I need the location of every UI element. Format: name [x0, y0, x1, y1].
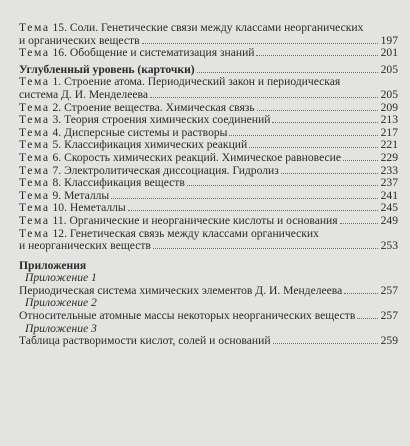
entry-text: 12. Генетическая связь между классами органических [52, 226, 319, 240]
page-number: 205 [380, 87, 398, 101]
page-number: 253 [380, 239, 398, 253]
topic-word: Тема [19, 113, 50, 127]
topic-word: Тема [19, 21, 50, 34]
entry-text: 7. Электролитическая диссоциация. Гидролиз [52, 163, 279, 177]
dot-leader [111, 198, 378, 199]
page-number: 229 [380, 150, 398, 164]
dot-leader [256, 55, 378, 56]
page-number: 257 [380, 309, 398, 323]
appendix-2-label: Приложение 2 [25, 296, 97, 310]
entry-text: 11. Органические и неорганические кислоты и основания [52, 213, 338, 227]
topic-word: Тема [19, 138, 50, 152]
topic-word: Тема [19, 75, 50, 89]
dot-leader [273, 343, 378, 344]
dot-leader [281, 173, 378, 174]
entry-text: Периодическая система химических элементов Д. И. Менделеева [19, 283, 343, 297]
page-number: 209 [380, 100, 398, 114]
entry-text: 2. Строение вещества. Химическая связь [52, 100, 255, 114]
dot-leader [187, 185, 378, 186]
page-number: 221 [380, 138, 398, 152]
dot-leader [229, 135, 378, 136]
entry-text: 4. Дисперсные системы и растворы [52, 125, 228, 139]
entry-text-body: 16. Обобщение и систематизация знаний [52, 46, 255, 60]
dot-leader [249, 147, 378, 148]
appendix-3-label: Приложение 3 [25, 321, 97, 335]
entry-text: система Д. И. Менделеева [19, 87, 148, 101]
dot-leader [343, 160, 378, 161]
page-number: 197 [380, 33, 398, 47]
topic-word: Тема [19, 163, 50, 177]
dot-leader [197, 72, 378, 73]
entry-text: 10. Неметаллы [52, 201, 126, 215]
entry-text: 15. Соли. Генетические связи между классами неорганических [52, 21, 364, 34]
page-number: 205 [380, 62, 398, 76]
page-number: 249 [380, 213, 398, 227]
page-number: 241 [380, 188, 398, 202]
appendices-heading: Приложения [19, 258, 87, 272]
entry-text: 3. Теория строения химических соединений [52, 113, 271, 127]
topic-word: Тема [19, 188, 50, 202]
dot-leader [128, 210, 378, 211]
topic-word: Тема [19, 46, 50, 60]
page-number: 245 [380, 201, 398, 215]
entry-text: и неорганических веществ [19, 239, 151, 253]
dot-leader [357, 318, 378, 319]
toc-entry-appendix-2 [19, 310, 398, 323]
page-number: 237 [380, 176, 398, 190]
section-title: Углубленный уровень (карточки) [19, 62, 195, 76]
dot-leader [272, 122, 378, 123]
toc-entry-topic-15-line-1 [19, 22, 398, 35]
dot-leader [257, 110, 378, 111]
entry-text: Относительные атомные массы некоторых неорганических веществ [19, 309, 356, 323]
dot-leader [344, 293, 378, 294]
topic-word: Тема [19, 125, 50, 139]
topic-word: Тема [19, 100, 50, 114]
appendix-1-label: Приложение 1 [25, 271, 97, 285]
toc-entry-adv-topic-12-line-2 [19, 240, 398, 253]
dot-leader [340, 223, 378, 224]
page-number: 213 [380, 113, 398, 127]
page-number: 259 [380, 334, 398, 348]
dot-leader [150, 97, 378, 98]
topic-word: Тема [19, 176, 50, 190]
topic-word: Тема [19, 201, 50, 215]
entry-text: 8. Классификация веществ [52, 176, 185, 190]
entry-text: 6. Скорость химических реакций. Химическое равновесие [52, 150, 342, 164]
toc-entry-appendix-3 [19, 335, 398, 348]
entry-text: 5. Классификация химических реакций [52, 138, 248, 152]
dot-leader [142, 43, 378, 44]
page-number: 257 [380, 283, 398, 297]
topic-word: Тема [19, 213, 50, 227]
entry-text [19, 47, 254, 60]
page-number: 217 [380, 125, 398, 139]
dot-leader [153, 248, 378, 249]
topic-word: Тема [19, 150, 50, 164]
entry-text: 9. Металлы [52, 188, 110, 202]
entry-text: Таблица растворимости кислот, солей и оснований [19, 334, 271, 348]
page-number: 201 [380, 46, 398, 60]
topic-word: Тема [19, 226, 50, 240]
toc-entry-topic-16 [19, 47, 398, 60]
entry-text: 1. Строение атома. Периодический закон и периодическая [52, 75, 341, 89]
page-number: 233 [380, 163, 398, 177]
entry-text: и органических веществ [19, 33, 140, 47]
